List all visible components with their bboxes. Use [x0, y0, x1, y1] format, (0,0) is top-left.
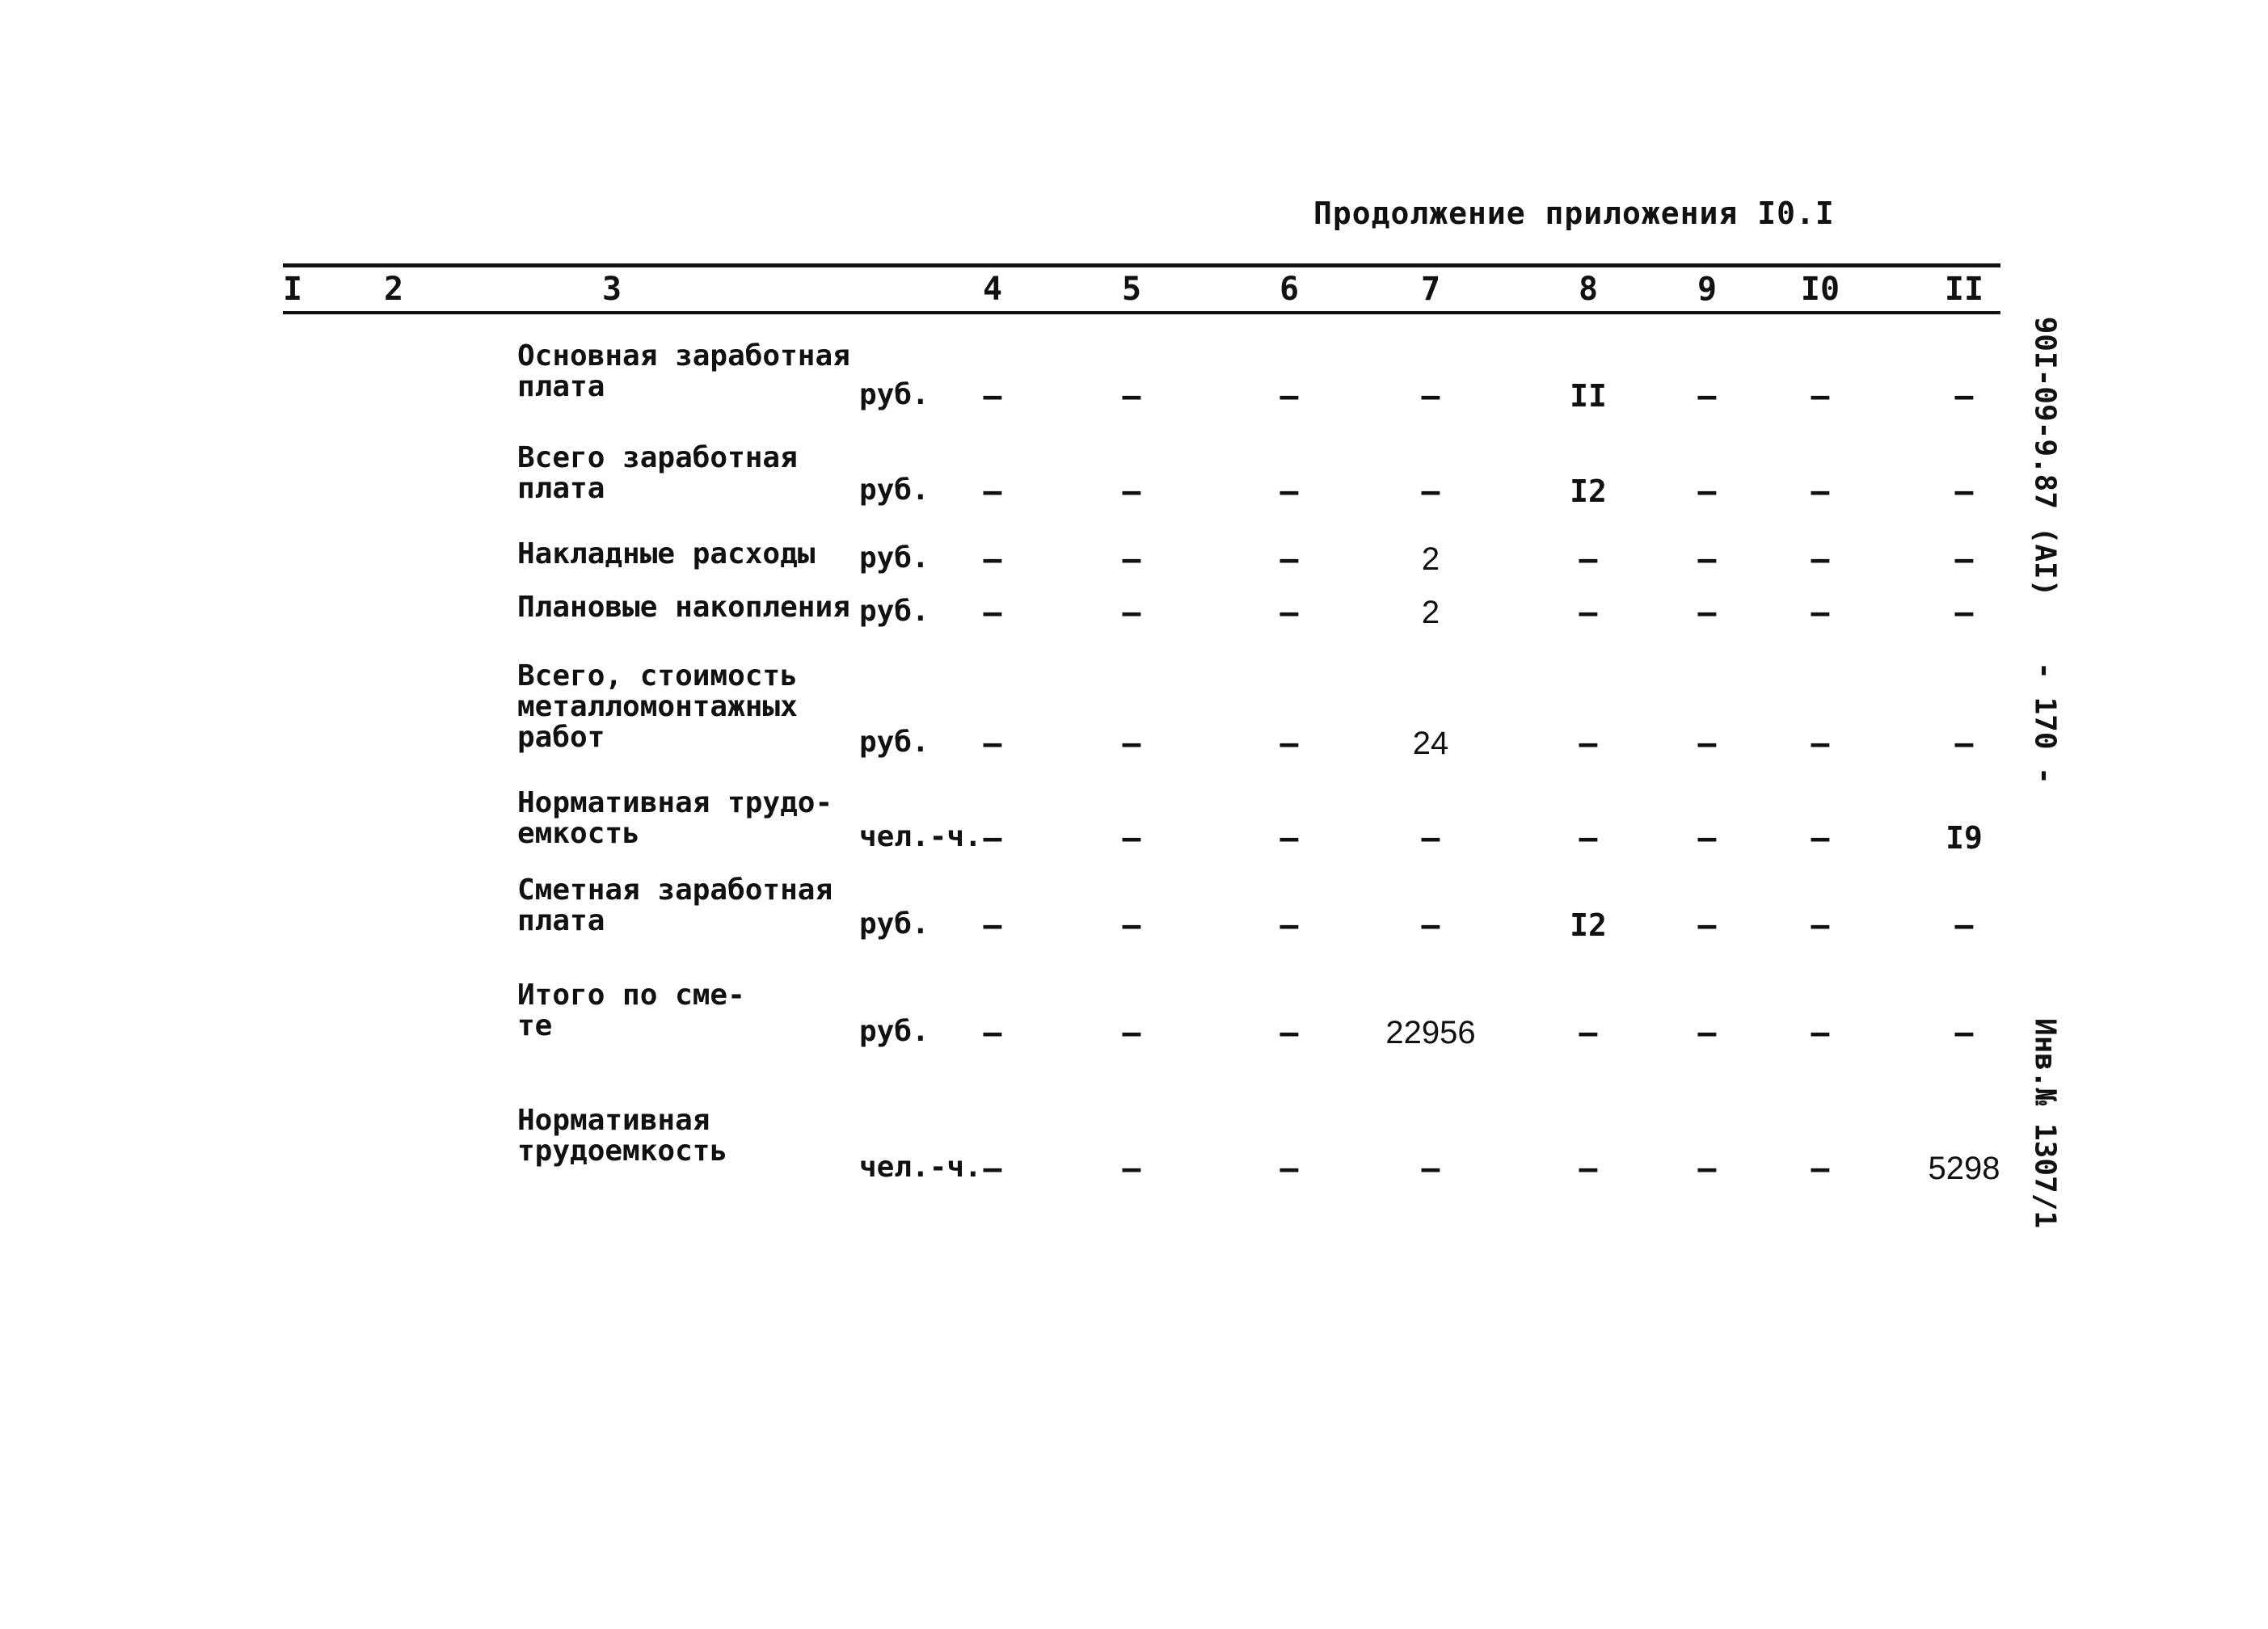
table-cell: – [1122, 1015, 1141, 1050]
column-number: II [1944, 271, 1984, 308]
table-cell: – [1279, 474, 1299, 509]
row-unit: руб. [859, 378, 930, 411]
column-number: 8 [1578, 271, 1599, 308]
table-cell: – [1954, 541, 1974, 577]
table-cell: – [1279, 1015, 1299, 1050]
table-top-rule [283, 263, 2000, 267]
row-description: Всего заработная плата [517, 441, 798, 505]
table-cell: – [1579, 541, 1598, 577]
table-cell: – [983, 378, 1002, 414]
table-cell: – [1122, 474, 1141, 509]
table-cell: I9 [1946, 820, 1983, 856]
table-cell: – [1811, 1151, 1830, 1186]
row-description: Плановые накопления [517, 591, 850, 624]
table-cell: – [1279, 726, 1299, 761]
table-cell: – [1579, 820, 1598, 856]
table-cell: – [1697, 595, 1717, 630]
row-description: Итого по сме- те [517, 979, 745, 1042]
column-number: 3 [601, 271, 622, 308]
table-cell: – [1122, 595, 1141, 630]
row-description: Накладные расходы [517, 537, 816, 570]
table-cell: – [1954, 378, 1974, 414]
table-cell: – [983, 907, 1002, 943]
table-cell: – [1954, 726, 1974, 761]
table-cell: – [1811, 595, 1830, 630]
column-number: 5 [1121, 271, 1142, 308]
table-cell: – [1697, 474, 1717, 509]
table-cell: – [1279, 1151, 1299, 1186]
table-cell: – [1697, 541, 1717, 577]
table-cell: – [1421, 820, 1440, 856]
table-cell: I2 [1570, 907, 1607, 943]
table-cell: – [1811, 474, 1830, 509]
row-unit: руб. [859, 541, 930, 575]
table-cell: – [1122, 541, 1141, 577]
row-unit: руб. [859, 474, 930, 507]
table-cell: – [1697, 820, 1717, 856]
table-cell: – [1421, 1151, 1440, 1186]
table-cell: – [1579, 726, 1598, 761]
table-cell: – [1421, 474, 1440, 509]
table-cell: – [1811, 726, 1830, 761]
column-number: I [282, 271, 303, 308]
table-cell: 5298 [1928, 1151, 2000, 1186]
table-cell: – [1421, 907, 1440, 943]
row-description: Всего, стоимость металломонтажных работ [517, 659, 798, 754]
table-cell: – [1954, 907, 1974, 943]
table-cell: – [1697, 907, 1717, 943]
table-cell: – [1697, 378, 1717, 414]
table-cell: – [1579, 1151, 1598, 1186]
row-description: Сметная заработная плата [517, 873, 833, 937]
table-cell: – [1279, 820, 1299, 856]
table-cell: – [1279, 907, 1299, 943]
row-description: Основная заработная плата [517, 339, 850, 403]
table-cell: – [983, 726, 1002, 761]
row-unit: чел.-ч. [859, 1151, 982, 1184]
table-cell: – [983, 1151, 1002, 1186]
table-cell: – [1811, 378, 1830, 414]
column-number: 4 [982, 271, 1003, 308]
table-cell: 22956 [1385, 1015, 1476, 1050]
continuation-heading: Продолжение приложения I0.I [1313, 196, 1835, 231]
table-cell: – [1579, 1015, 1598, 1050]
row-unit: руб. [859, 595, 930, 628]
table-cell: – [1122, 1151, 1141, 1186]
table-cell: – [1954, 1015, 1974, 1050]
table-cell: – [1279, 541, 1299, 577]
table-cell: 2 [1421, 595, 1440, 630]
table-cell: – [1579, 595, 1598, 630]
table-cell: – [1954, 595, 1974, 630]
table-cell: I2 [1570, 474, 1607, 509]
table-cell: – [1811, 1015, 1830, 1050]
table-cell: – [1697, 1015, 1717, 1050]
table-cell: – [983, 541, 1002, 577]
table-cell: – [983, 820, 1002, 856]
table-cell: – [1811, 541, 1830, 577]
document-code: 90I-09-9.87 (AI) [2028, 316, 2062, 597]
table-cell: – [1122, 907, 1141, 943]
row-description: Нормативная трудоемкость [517, 1104, 728, 1168]
inventory-number: Инв.№ 1307/1 [2028, 1017, 2062, 1229]
table-cell: – [1421, 378, 1440, 414]
table-cell: – [983, 474, 1002, 509]
row-unit: руб. [859, 907, 930, 941]
table-cell: – [1279, 378, 1299, 414]
table-cell: – [1697, 1151, 1717, 1186]
table-cell: 24 [1412, 726, 1449, 761]
table-cell: – [1122, 726, 1141, 761]
table-cell: – [983, 595, 1002, 630]
row-description: Нормативная трудо- емкость [517, 786, 833, 850]
row-unit: руб. [859, 1015, 930, 1048]
table-cell: – [1279, 595, 1299, 630]
table-cell: – [1122, 378, 1141, 414]
row-unit: руб. [859, 726, 930, 759]
column-number: 9 [1697, 271, 1718, 308]
row-unit: чел.-ч. [859, 820, 982, 853]
page-number: - 170 - [2028, 662, 2062, 785]
column-number: 2 [383, 271, 404, 308]
table-cell: II [1570, 378, 1607, 414]
column-number: 6 [1279, 271, 1300, 308]
table-cell: – [1811, 820, 1830, 856]
table-cell: 2 [1421, 541, 1440, 577]
table-cell: – [1811, 907, 1830, 943]
table-cell: – [1697, 726, 1717, 761]
table-header-rule [283, 311, 2000, 314]
table-cell: – [983, 1015, 1002, 1050]
table-cell: – [1954, 474, 1974, 509]
column-number: I0 [1800, 271, 1840, 308]
table-cell: – [1122, 820, 1141, 856]
column-number: 7 [1420, 271, 1441, 308]
